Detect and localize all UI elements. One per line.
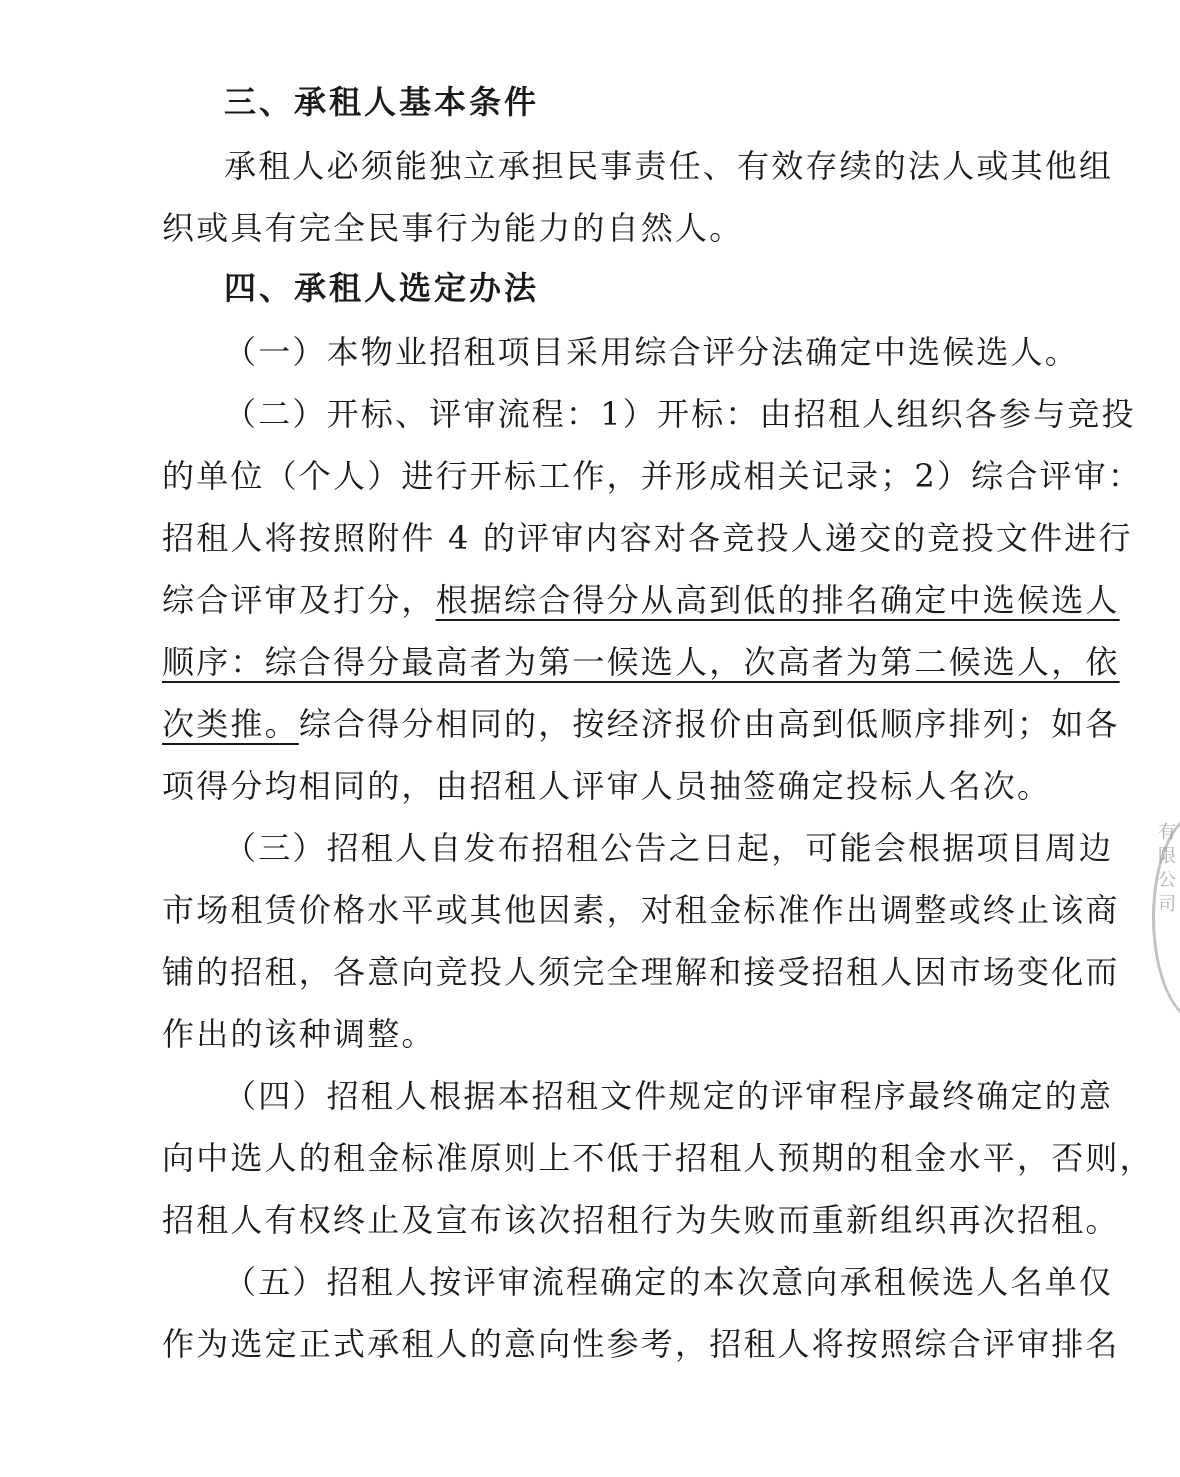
item-2-line-7: 项得分均相同的，由招租人评审人员抽签确定投标人名次。 <box>162 767 1052 805</box>
item-2-line-4 <box>162 580 1120 620</box>
item-4-line-1: （四）招租人根据本招租文件规定的评审程序最终确定的意 <box>224 1077 1114 1115</box>
item-4-line-3: 招租人有权终止及宣布该次招租行为失败而重新组织再次招租。 <box>162 1201 1120 1239</box>
item-1: （一）本物业招租项目采用综合评分法确定中选候选人。 <box>224 333 1080 371</box>
item-2-line-5-underlined: 顺序：综合得分最高者为第一候选人，次高者为第二候选人，依 <box>162 643 1120 681</box>
section-3-line-2: 织或具有完全民事行为能力的自然人。 <box>162 209 744 247</box>
seal-text: 有限公司 <box>1155 822 1176 918</box>
item-3-line-4: 作出的该种调整。 <box>162 1015 436 1053</box>
partial-seal-stamp <box>1148 812 1180 1022</box>
item-3-line-1: （三）招租人自发布招租公告之日起，可能会根据项目周边 <box>224 829 1114 867</box>
item-2-line-6-plain: 综合得分相同的，按经济报价由高到低顺序排列；如各 <box>298 705 1120 743</box>
item-3-line-3: 铺的招租，各意向竞投人须完全理解和接受招租人因市场变化而 <box>162 953 1120 991</box>
item-4-line-2: 向中选人的租金标准原则上不低于招租人预期的租金水平，否则， <box>162 1139 1154 1177</box>
item-5-line-1: （五）招租人按评审流程确定的本次意向承租候选人名单仅 <box>224 1263 1114 1301</box>
item-2-line-3: 招租人将按照附件 4 的评审内容对各竞投人递交的竞投文件进行 <box>162 519 1133 557</box>
item-3-line-2: 市场租赁价格水平或其他因素，对租金标准作出调整或终止该商 <box>162 891 1120 929</box>
item-2-line-1: （二）开标、评审流程：1）开标：由招租人组织各参与竞投 <box>224 395 1136 433</box>
section-4-heading: 四、承租人选定办法 <box>224 269 540 307</box>
item-2-line-6 <box>162 704 1120 744</box>
section-3-line-1: 承租人必须能独立承担民事责任、有效存续的法人或其他组 <box>224 147 1114 185</box>
section-3-heading: 三、承租人基本条件 <box>224 83 540 121</box>
item-5-line-2: 作为选定正式承租人的意向性参考，招租人将按照综合评审排名 <box>162 1325 1120 1363</box>
item-2-line-6-underlined: 次类推。 <box>162 705 299 743</box>
item-2-line-4-plain: 综合评审及打分， <box>162 581 436 619</box>
item-2-line-4-underlined: 根据综合得分从高到低的排名确定中选候选人 <box>435 581 1120 619</box>
item-2-line-2: 的单位（个人）进行开标工作，并形成相关记录；2）综合评审： <box>162 457 1143 495</box>
